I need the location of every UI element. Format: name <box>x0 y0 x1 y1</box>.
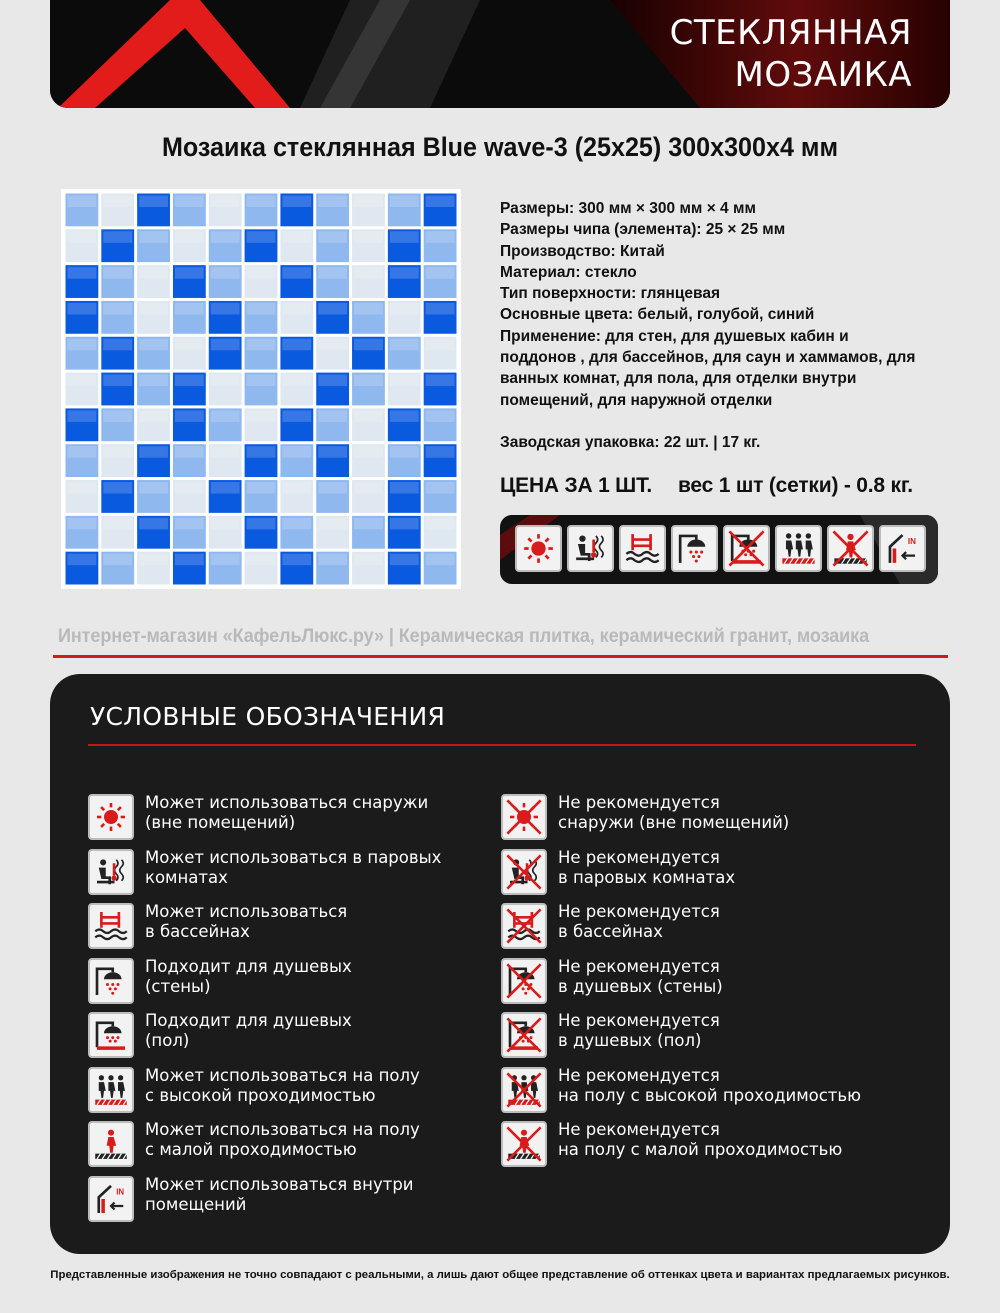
high-traffic-floor-icon <box>88 1067 134 1113</box>
legend-item-text <box>145 1011 352 1051</box>
legend-item-line1: Не рекомендуется <box>558 1065 720 1085</box>
legend-item-line1: Может использоваться в паровых <box>145 847 442 867</box>
no-high-traffic-floor-icon <box>501 1067 547 1113</box>
legend-item-line1: Может использоваться снаружи <box>145 793 429 812</box>
legend-item <box>88 1175 441 1230</box>
sun-icon <box>88 794 134 840</box>
legend-item <box>501 1066 861 1121</box>
legend-item-text <box>558 1011 720 1051</box>
legend-item-line1: Подходит для душевых <box>145 956 352 976</box>
svg-text:IN: IN <box>907 537 916 547</box>
legend-item-text <box>558 848 735 888</box>
legend-item-text <box>558 1066 861 1106</box>
legend-item <box>88 1120 441 1175</box>
legend-item <box>501 848 861 903</box>
high-traffic-floor-icon <box>775 525 822 572</box>
spec-usage-3: ванных комнат, для пола, для отделки внутри <box>500 370 857 388</box>
legend-item-line1: Не рекомендуется <box>558 1120 720 1139</box>
svg-text:IN: IN <box>116 1187 125 1197</box>
legend-divider <box>88 744 916 746</box>
legend-item-line2: (вне помещений) <box>145 813 296 832</box>
spec-colors: Основные цвета: белый, голубой, синий <box>500 306 815 324</box>
legend-item <box>501 793 861 848</box>
low-traffic-floor-icon <box>88 1121 134 1167</box>
legend-item <box>88 848 441 903</box>
pool-icon <box>88 903 134 949</box>
weight-label: вес 1 шт (сетки) - 0.8 кг. <box>677 474 913 497</box>
spec-origin: Производство: Китай <box>500 242 665 260</box>
banner-title <box>670 12 912 96</box>
price-label: ЦЕНА ЗА 1 ШТ. <box>500 474 652 497</box>
legend-item <box>88 1066 441 1121</box>
legend-item <box>88 957 441 1012</box>
legend-item-line2: в душевых (стены) <box>558 976 723 996</box>
legend-column-allowed <box>88 793 441 1229</box>
legend-item-text <box>558 793 789 833</box>
pool-icon <box>619 525 666 572</box>
legend-panel <box>50 674 950 1254</box>
legend-item-text <box>558 902 720 942</box>
legend-item-text <box>145 1066 420 1106</box>
legend-item-line1: Не рекомендуется <box>558 902 720 921</box>
legend-item-line2: на полу с малой проходимостью <box>558 1140 843 1159</box>
legend-item-line2: в паровых комнатах <box>558 867 736 887</box>
banner-title-line2: МОЗАИКА <box>734 55 912 95</box>
legend-item-text <box>558 957 723 997</box>
footnote: Представленные изображения не точно совпадают с реальными, а лишь дают общее представление об оттенках цвета и вариантах предлагаемых рисунков. <box>50 1269 950 1281</box>
sun-icon <box>515 525 562 572</box>
shop-divider <box>53 655 948 658</box>
legend-item-line1: Подходит для душевых <box>145 1011 352 1030</box>
product-title: Мозаика стеклянная Blue wave-3 (25x25) 300x300x4 мм <box>161 132 839 162</box>
legend-item-text <box>558 1120 842 1160</box>
legend-item-line2: в бассейнах <box>145 922 250 941</box>
legend-item-text <box>145 793 428 833</box>
legend-item-line2: с высокой проходимостью <box>145 1085 376 1105</box>
product-specs <box>500 198 940 453</box>
shower-wall-icon <box>88 958 134 1004</box>
legend-item-line1: Не рекомендуется <box>558 793 720 812</box>
shower-wall-icon <box>671 525 718 572</box>
spec-usage-1: Применение: для стен, для душевых кабин и <box>500 327 849 345</box>
icon-bar-icons <box>515 525 926 572</box>
legend-item-line2: на полу с высокой проходимостью <box>558 1085 862 1105</box>
no-steam-room-icon <box>501 849 547 895</box>
spec-usage-2: поддонов , для бассейнов, для саун и хаммамов, для <box>500 349 916 367</box>
no-shower-floor-icon <box>501 1012 547 1058</box>
legend-item-line2: снаружи (вне помещений) <box>558 813 790 832</box>
legend-column-not-recommended <box>501 793 861 1175</box>
icon-bar <box>500 515 938 584</box>
spec-size: Размеры: 300 мм × 300 мм × 4 мм <box>500 200 756 217</box>
legend-item-line2: с малой проходимостью <box>145 1140 357 1159</box>
legend-item <box>501 1011 861 1066</box>
spec-surface: Тип поверхности: глянцевая <box>500 285 721 303</box>
legend-item-line2: помещений <box>145 1194 247 1214</box>
no-shower-wall-icon <box>501 958 547 1004</box>
legend-item <box>88 793 441 848</box>
legend-item-line2: (стены) <box>145 976 211 996</box>
legend-item <box>501 902 861 957</box>
legend-item-line2: (пол) <box>145 1031 190 1050</box>
no-pool-icon <box>501 903 547 949</box>
legend-item-line2: комнатах <box>145 867 228 887</box>
steam-room-icon <box>88 849 134 895</box>
mosaic-image <box>61 189 461 589</box>
spec-material: Материал: стекло <box>500 263 637 281</box>
legend-item <box>88 902 441 957</box>
legend-item-line1: Может использоваться внутри <box>145 1174 414 1194</box>
legend-item-line1: Может использоваться на полу <box>145 1065 420 1085</box>
indoor-icon <box>879 525 926 572</box>
shower-floor-icon <box>88 1012 134 1058</box>
legend-item-text <box>145 848 441 888</box>
legend-item-line1: Не рекомендуется <box>558 847 720 867</box>
legend-item-text <box>145 1120 420 1160</box>
no-low-traffic-floor-icon <box>501 1121 547 1167</box>
legend-item-text <box>145 902 347 942</box>
no-low-traffic-floor-icon <box>827 525 874 572</box>
legend-item <box>501 1120 861 1175</box>
legend-item <box>501 957 861 1012</box>
no-sun-icon <box>501 794 547 840</box>
header-banner <box>50 0 950 108</box>
legend-item-line1: Может использоваться <box>145 902 348 921</box>
legend-title: УСЛОВНЫЕ ОБОЗНАЧЕНИЯ <box>90 702 446 731</box>
steam-room-icon <box>567 525 614 572</box>
legend-item-text <box>145 957 352 997</box>
price-line <box>500 474 913 498</box>
mosaic-tiles <box>64 192 458 586</box>
legend-item-line2: в душевых (пол) <box>558 1031 702 1050</box>
no-shower-floor-icon <box>723 525 770 572</box>
legend-item-line1: Может использоваться на полу <box>145 1120 420 1139</box>
spec-chip: Размеры чипа (элемента): 25 × 25 мм <box>500 221 786 239</box>
shop-line: Интернет-магазин «КафельЛюкс.ру» | Керамическая плитка, керамический гранит, мозаика <box>58 626 870 647</box>
spec-pack: Заводская упаковка: 22 шт. | 17 кг. <box>500 433 761 451</box>
legend-item-line1: Не рекомендуется <box>558 1011 720 1030</box>
indoor-icon <box>88 1176 134 1222</box>
spec-usage-4: помещений, для наружной отделки <box>500 391 773 409</box>
legend-item-text <box>145 1175 414 1215</box>
legend-item <box>88 1011 441 1066</box>
legend-item-line1: Не рекомендуется <box>558 956 720 976</box>
legend-item-line2: в бассейнах <box>558 922 663 941</box>
banner-title-line1: СТЕКЛЯННАЯ <box>669 13 912 53</box>
